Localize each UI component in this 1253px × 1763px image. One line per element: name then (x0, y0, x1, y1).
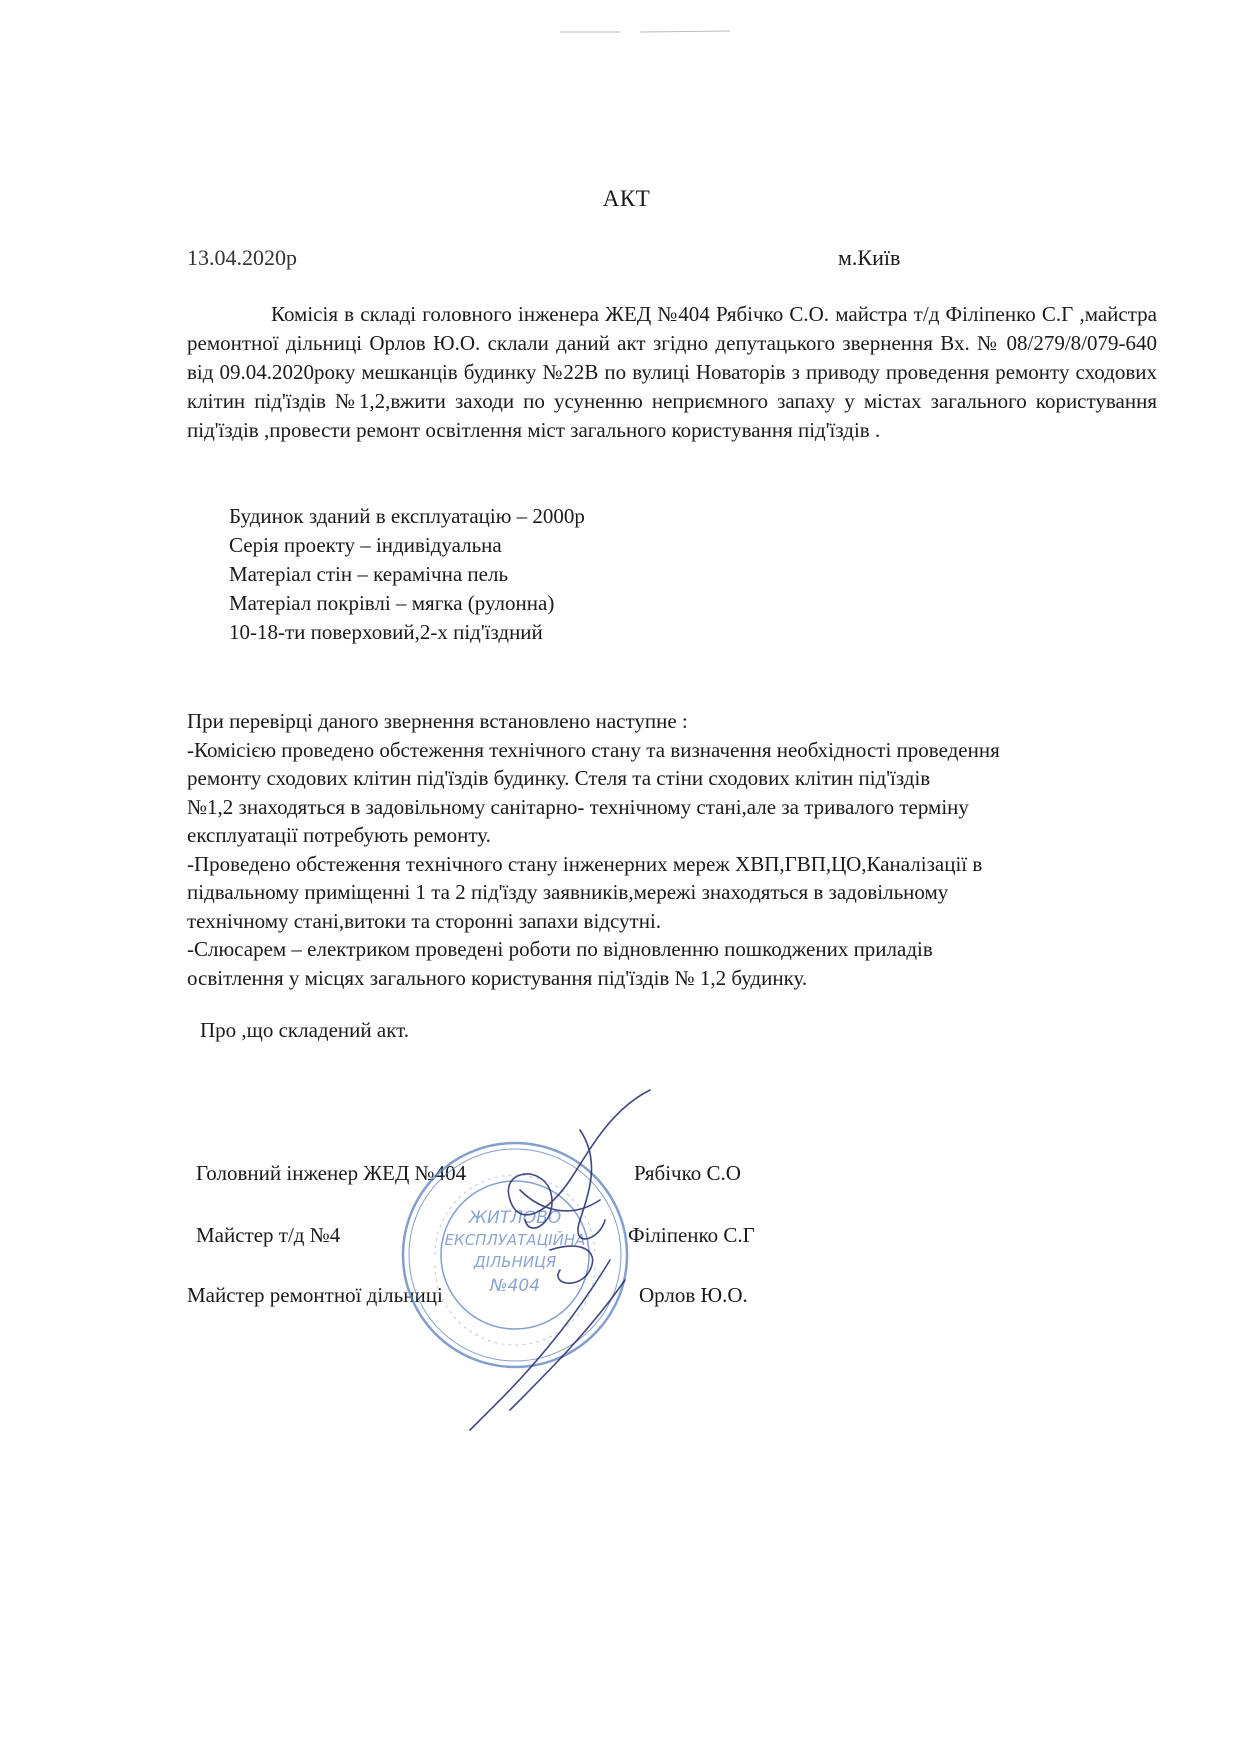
findings-line: При перевірці даного звернення встановлено наступне : (187, 709, 688, 733)
intro-paragraph: Комісія в складі головного інженера ЖЕД №404 Рябічко С.О. майстра т/д Філіпенко С.Г ,майстра ремонтної дільниці Орлов Ю.О. склали даний акт згідно депутацького звернення Вх. № 08/279/8/079-640 від 09.04.2020року мешканців будинку №22В по вулиці Новаторів з приводу проведення ремонту сходових клітин під'їздів №1,2,вжити заходи по усуненню неприємного запаху у містах загального користування під'їздів ,провести ремонт освітлення міст загального користування під'їздів . (187, 302, 1157, 442)
seal-text: ДІЛЬНИЦЯ (473, 1253, 557, 1271)
spec-line: 10-18-ти поверховий,2-х під'їздний (229, 620, 543, 644)
document-title: АКТ (602, 186, 651, 211)
scan-artifact (560, 30, 730, 34)
findings-line: освітлення у місцях загального користування під'їздів № 1,2 будинку. (187, 965, 808, 990)
spec-line: Серія проекту – індивідуальна (229, 533, 502, 557)
findings-line: експлуатації потребують ремонту. (187, 823, 491, 847)
signature-name: Орлов Ю.О. (639, 1283, 748, 1307)
document-date: 13.04.2020р (187, 245, 297, 270)
findings-line: №1,2 знаходяться в задовільному санітарно- технічному стані,але за тривалого терміну (187, 794, 969, 819)
seal-text: ЖИТЛОВО (468, 1208, 562, 1228)
signature-title: Майстер ремонтної дільниці (187, 1283, 443, 1307)
handwritten-signature (430, 1070, 690, 1450)
spec-line: Будинок зданий в експлуатацію – 2000р (229, 504, 585, 528)
spec-line: Матеріал покрівлі – мягка (рулонна) (229, 591, 555, 615)
closing-line: Про ,що складений акт. (200, 1018, 409, 1042)
signature-title: Головний інженер ЖЕД №404 (196, 1161, 467, 1185)
building-specs (229, 502, 585, 647)
findings-section (187, 707, 1167, 992)
findings-line: -Проведено обстеження технічного стану інженерних мереж ХВП,ГВП,ЦО,Каналізації в (187, 851, 983, 876)
findings-line: технічному стані,витоки та сторонні запахи відсутні. (187, 908, 662, 933)
findings-line: ремонту сходових клітин під'їздів будинку. Стеля та стіни сходових клітин під'їздів (187, 766, 931, 790)
seal-text: ЕКСПЛУАТАЦІЙНА (444, 1231, 586, 1249)
seal-text: №404 (489, 1276, 541, 1296)
spec-line: Матеріал стін – керамічна пель (229, 562, 509, 586)
signature-name: Філіпенко С.Г (628, 1223, 755, 1247)
findings-line: -Слюсарем – електриком проведені роботи по відновленню пошкоджених приладів (187, 937, 933, 961)
signature-title: Майстер т/д №4 (196, 1223, 341, 1247)
document-city: м.Київ (838, 245, 901, 270)
findings-line: підвальному приміщенні 1 та 2 під'їзду заявників,мережі знаходяться в задовільному (187, 880, 949, 904)
findings-line: -Комісією проведено обстеження технічного стану та визначення необхідності проведення (187, 737, 1000, 762)
signature-name: Рябічко С.О (634, 1161, 741, 1185)
